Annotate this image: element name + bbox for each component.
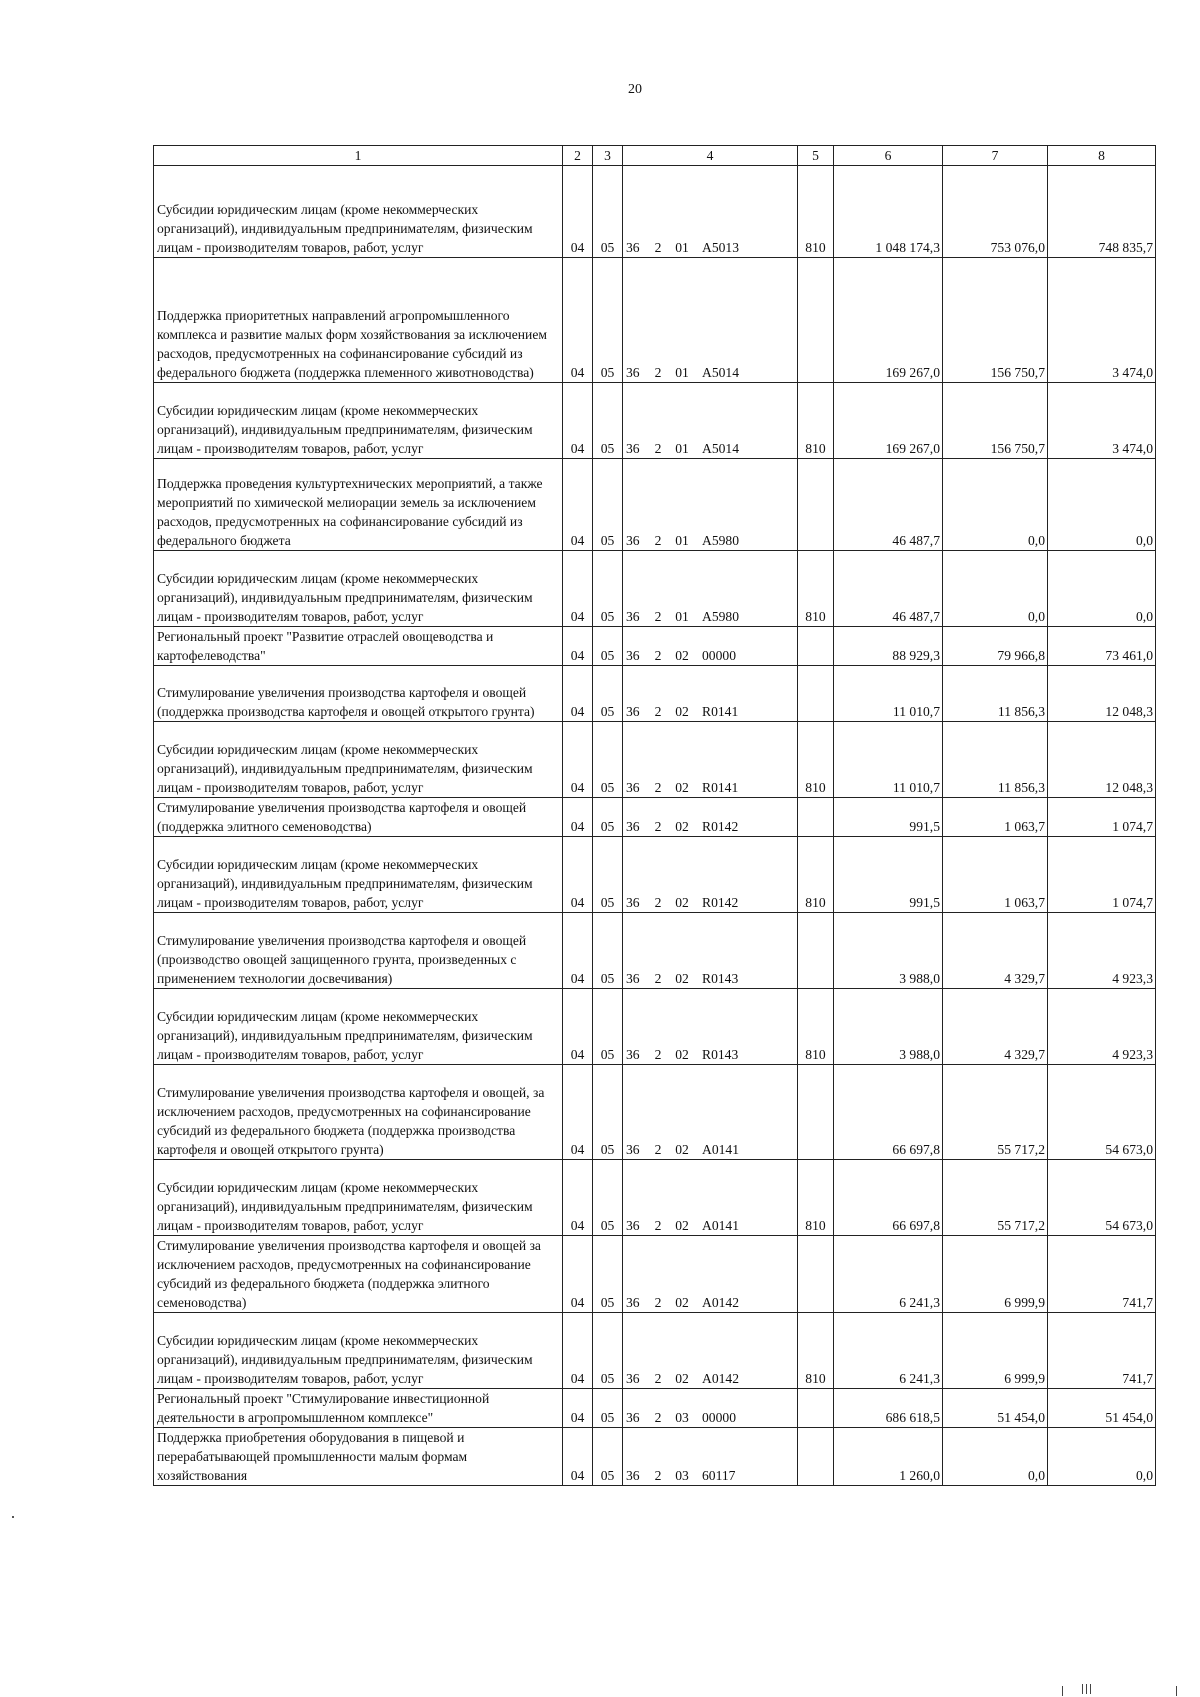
csr-subprogram: 2 (654, 1218, 662, 1233)
header-col-1: 1 (154, 146, 563, 166)
row-target-article (623, 913, 798, 989)
csr-event: 02 (675, 895, 689, 910)
row-target-article (623, 798, 798, 837)
csr-event: 01 (675, 365, 689, 380)
row-name: Стимулирование увеличения производства картофеля и овощей, за исключением расходов, предусмотренных на софинансирование субсидий из федерального бюджета (поддержка производства картофеля и овощей открытого грунта) (154, 1065, 563, 1160)
csr-event: 02 (675, 1295, 689, 1310)
csr-program: 36 (626, 704, 640, 719)
csr-program: 36 (626, 533, 640, 548)
csr-program: 36 (626, 240, 640, 255)
row-amount-col6: 46 487,7 (834, 551, 943, 627)
row-target-article (623, 166, 798, 258)
row-section: 04 (563, 722, 593, 798)
csr-event: 01 (675, 240, 689, 255)
row-amount-col7: 1 063,7 (943, 798, 1048, 837)
csr-program: 36 (626, 1218, 640, 1233)
row-amount-col8: 0,0 (1048, 551, 1156, 627)
csr-program: 36 (626, 609, 640, 624)
csr-direction: A5980 (702, 533, 740, 548)
row-subsection: 05 (593, 258, 623, 383)
row-name: Субсидии юридическим лицам (кроме некоммерческих организаций), индивидуальным предпринимателям, физическим лицам - производителям товаров, работ, услуг (154, 722, 563, 798)
row-name: Поддержка приоритетных направлений агропромышленного комплекса и развитие малых форм хозяйствования за исключением расходов, предусмотренных на софинансирование субсидий из федерального бюджета (поддержка племенного животноводства) (154, 258, 563, 383)
row-amount-col8: 12 048,3 (1048, 722, 1156, 798)
row-amount-col6: 991,5 (834, 798, 943, 837)
row-subsection: 05 (593, 459, 623, 551)
row-subsection: 05 (593, 798, 623, 837)
row-expense-type (798, 1389, 834, 1428)
row-amount-col8: 1 074,7 (1048, 798, 1156, 837)
row-amount-col7: 6 999,9 (943, 1236, 1048, 1313)
row-section: 04 (563, 913, 593, 989)
row-amount-col7: 6 999,9 (943, 1313, 1048, 1389)
table-row (154, 837, 1156, 913)
scan-artifact (1082, 1684, 1083, 1694)
row-expense-type (798, 798, 834, 837)
scan-artifact (1086, 1684, 1087, 1694)
csr-subprogram: 2 (654, 895, 662, 910)
row-target-article (623, 1389, 798, 1428)
row-subsection: 05 (593, 1389, 623, 1428)
row-section: 04 (563, 989, 593, 1065)
row-target-article (623, 722, 798, 798)
row-amount-col8: 73 461,0 (1048, 627, 1156, 666)
row-name: Поддержка проведения культуртехнических мероприятий, а также мероприятий по химической мелиорации земель за исключением расходов, предусмотренных на софинансирование субсидий из федерального бюджета (154, 459, 563, 551)
row-expense-type (798, 459, 834, 551)
row-amount-col8: 0,0 (1048, 1428, 1156, 1486)
table-row (154, 666, 1156, 722)
row-target-article (623, 627, 798, 666)
table-row (154, 1236, 1156, 1313)
table-row (154, 1389, 1156, 1428)
row-subsection: 05 (593, 166, 623, 258)
row-name: Стимулирование увеличения производства картофеля и овощей (поддержка производства картофеля и овощей открытого грунта) (154, 666, 563, 722)
row-amount-col6: 66 697,8 (834, 1065, 943, 1160)
table-row (154, 1428, 1156, 1486)
row-target-article (623, 551, 798, 627)
row-amount-col8: 3 474,0 (1048, 383, 1156, 459)
csr-direction: A5980 (702, 609, 740, 624)
row-target-article (623, 383, 798, 459)
csr-subprogram: 2 (654, 1295, 662, 1310)
page-number: 20 (628, 82, 642, 97)
row-section: 04 (563, 837, 593, 913)
row-name: Субсидии юридическим лицам (кроме некоммерческих организаций), индивидуальным предпринимателям, физическим лицам - производителям товаров, работ, услуг (154, 1313, 563, 1389)
row-subsection: 05 (593, 551, 623, 627)
csr-direction: 00000 (702, 1410, 736, 1425)
row-expense-type (798, 1428, 834, 1486)
row-amount-col7: 51 454,0 (943, 1389, 1048, 1428)
row-expense-type: 810 (798, 1160, 834, 1236)
row-subsection: 05 (593, 722, 623, 798)
row-amount-col6: 991,5 (834, 837, 943, 913)
row-amount-col8: 748 835,7 (1048, 166, 1156, 258)
csr-program: 36 (626, 648, 640, 663)
row-name: Региональный проект "Развитие отраслей овощеводства и картофелеводства" (154, 627, 563, 666)
row-amount-col6: 46 487,7 (834, 459, 943, 551)
csr-subprogram: 2 (654, 648, 662, 663)
csr-subprogram: 2 (654, 819, 662, 834)
table-row (154, 989, 1156, 1065)
row-subsection: 05 (593, 666, 623, 722)
row-section: 04 (563, 1428, 593, 1486)
row-expense-type: 810 (798, 551, 834, 627)
csr-program: 36 (626, 365, 640, 380)
table-row (154, 798, 1156, 837)
header-col-6: 6 (834, 146, 943, 166)
row-amount-col8: 4 923,3 (1048, 913, 1156, 989)
table-row (154, 1160, 1156, 1236)
table-row (154, 459, 1156, 551)
scan-artifact (12, 1516, 14, 1518)
csr-event: 01 (675, 441, 689, 456)
row-subsection: 05 (593, 1313, 623, 1389)
row-section: 04 (563, 459, 593, 551)
row-section: 04 (563, 551, 593, 627)
row-subsection: 05 (593, 1428, 623, 1486)
csr-event: 02 (675, 1371, 689, 1386)
budget-table-container (153, 145, 1156, 1486)
row-subsection: 05 (593, 627, 623, 666)
csr-subprogram: 2 (654, 971, 662, 986)
csr-event: 03 (675, 1468, 689, 1483)
csr-program: 36 (626, 819, 640, 834)
table-row (154, 722, 1156, 798)
csr-event: 01 (675, 533, 689, 548)
row-target-article (623, 1160, 798, 1236)
csr-event: 02 (675, 1047, 689, 1062)
csr-direction: A0142 (702, 1295, 740, 1310)
row-amount-col8: 12 048,3 (1048, 666, 1156, 722)
row-subsection: 05 (593, 1065, 623, 1160)
csr-direction: A5014 (702, 365, 740, 380)
csr-subprogram: 2 (654, 704, 662, 719)
row-amount-col6: 3 988,0 (834, 989, 943, 1065)
row-amount-col7: 55 717,2 (943, 1065, 1048, 1160)
csr-event: 02 (675, 648, 689, 663)
table-row (154, 166, 1156, 258)
row-section: 04 (563, 1389, 593, 1428)
csr-subprogram: 2 (654, 609, 662, 624)
row-subsection: 05 (593, 913, 623, 989)
table-row (154, 383, 1156, 459)
csr-program: 36 (626, 971, 640, 986)
row-amount-col6: 6 241,3 (834, 1236, 943, 1313)
row-subsection: 05 (593, 1160, 623, 1236)
row-amount-col8: 1 074,7 (1048, 837, 1156, 913)
csr-event: 02 (675, 1218, 689, 1233)
row-name: Субсидии юридическим лицам (кроме некоммерческих организаций), индивидуальным предпринимателям, физическим лицам - производителям товаров, работ, услуг (154, 383, 563, 459)
row-expense-type (798, 627, 834, 666)
row-section: 04 (563, 166, 593, 258)
csr-program: 36 (626, 1371, 640, 1386)
table-row (154, 627, 1156, 666)
row-section: 04 (563, 666, 593, 722)
row-expense-type: 810 (798, 1313, 834, 1389)
csr-direction: A0141 (702, 1218, 740, 1233)
header-col-4: 4 (623, 146, 798, 166)
row-amount-col6: 3 988,0 (834, 913, 943, 989)
csr-program: 36 (626, 441, 640, 456)
row-section: 04 (563, 798, 593, 837)
header-col-3: 3 (593, 146, 623, 166)
row-amount-col8: 0,0 (1048, 459, 1156, 551)
csr-event: 01 (675, 609, 689, 624)
csr-event: 02 (675, 971, 689, 986)
csr-direction: R0141 (702, 780, 739, 795)
row-section: 04 (563, 1313, 593, 1389)
csr-event: 02 (675, 1142, 689, 1157)
row-amount-col7: 79 966,8 (943, 627, 1048, 666)
csr-direction: R0142 (702, 819, 739, 834)
csr-direction: A5014 (702, 441, 740, 456)
csr-program: 36 (626, 780, 640, 795)
row-target-article (623, 459, 798, 551)
csr-subprogram: 2 (654, 240, 662, 255)
row-name: Субсидии юридическим лицам (кроме некоммерческих организаций), индивидуальным предпринимателям, физическим лицам - производителям товаров, работ, услуг (154, 837, 563, 913)
row-amount-col8: 3 474,0 (1048, 258, 1156, 383)
header-col-2: 2 (563, 146, 593, 166)
table-body (154, 166, 1156, 1486)
csr-direction: R0141 (702, 704, 739, 719)
csr-event: 03 (675, 1410, 689, 1425)
row-amount-col8: 54 673,0 (1048, 1065, 1156, 1160)
row-expense-type (798, 666, 834, 722)
csr-direction: R0143 (702, 1047, 739, 1062)
row-target-article (623, 1236, 798, 1313)
row-amount-col7: 11 856,3 (943, 666, 1048, 722)
table-row (154, 1065, 1156, 1160)
row-expense-type: 810 (798, 989, 834, 1065)
row-amount-col6: 686 618,5 (834, 1389, 943, 1428)
row-amount-col6: 169 267,0 (834, 258, 943, 383)
row-section: 04 (563, 1236, 593, 1313)
row-target-article (623, 1428, 798, 1486)
csr-direction: A5013 (702, 240, 740, 255)
row-amount-col6: 1 260,0 (834, 1428, 943, 1486)
scan-artifact (1176, 1686, 1177, 1696)
scan-artifact (1062, 1686, 1063, 1696)
row-section: 04 (563, 258, 593, 383)
row-amount-col8: 51 454,0 (1048, 1389, 1156, 1428)
table-row (154, 913, 1156, 989)
table-row (154, 1313, 1156, 1389)
csr-subprogram: 2 (654, 1410, 662, 1425)
csr-subprogram: 2 (654, 780, 662, 795)
csr-direction: A0141 (702, 1142, 740, 1157)
table-row (154, 551, 1156, 627)
csr-direction: 00000 (702, 648, 736, 663)
csr-event: 02 (675, 819, 689, 834)
row-amount-col7: 11 856,3 (943, 722, 1048, 798)
row-expense-type (798, 1065, 834, 1160)
row-name: Субсидии юридическим лицам (кроме некоммерческих организаций), индивидуальным предпринимателям, физическим лицам - производителям товаров, работ, услуг (154, 1160, 563, 1236)
row-amount-col6: 11 010,7 (834, 722, 943, 798)
csr-subprogram: 2 (654, 441, 662, 456)
row-name: Субсидии юридическим лицам (кроме некоммерческих организаций), индивидуальным предпринимателям, физическим лицам - производителям товаров, работ, услуг (154, 989, 563, 1065)
row-amount-col8: 741,7 (1048, 1313, 1156, 1389)
row-name: Стимулирование увеличения производства картофеля и овощей за исключением расходов, предусмотренных на софинансирование субсидий из федерального бюджета (поддержка элитного семеноводства) (154, 1236, 563, 1313)
row-amount-col7: 1 063,7 (943, 837, 1048, 913)
row-subsection: 05 (593, 837, 623, 913)
csr-program: 36 (626, 1410, 640, 1425)
row-name: Субсидии юридическим лицам (кроме некоммерческих организаций), индивидуальным предпринимателям, физическим лицам - производителям товаров, работ, услуг (154, 166, 563, 258)
row-target-article (623, 837, 798, 913)
row-expense-type: 810 (798, 166, 834, 258)
row-amount-col8: 741,7 (1048, 1236, 1156, 1313)
row-name: Субсидии юридическим лицам (кроме некоммерческих организаций), индивидуальным предпринимателям, физическим лицам - производителям товаров, работ, услуг (154, 551, 563, 627)
row-expense-type: 810 (798, 383, 834, 459)
csr-event: 02 (675, 704, 689, 719)
csr-event: 02 (675, 780, 689, 795)
row-expense-type: 810 (798, 722, 834, 798)
row-name: Поддержка приобретения оборудования в пищевой и перерабатывающей промышленности малым формам хозяйствования (154, 1428, 563, 1486)
row-amount-col7: 0,0 (943, 1428, 1048, 1486)
scan-artifact (1090, 1684, 1091, 1694)
table-row (154, 258, 1156, 383)
row-subsection: 05 (593, 1236, 623, 1313)
row-amount-col7: 4 329,7 (943, 989, 1048, 1065)
row-amount-col7: 156 750,7 (943, 383, 1048, 459)
row-target-article (623, 1065, 798, 1160)
row-subsection: 05 (593, 383, 623, 459)
csr-program: 36 (626, 1295, 640, 1310)
csr-subprogram: 2 (654, 365, 662, 380)
csr-direction: R0142 (702, 895, 739, 910)
row-subsection: 05 (593, 989, 623, 1065)
header-col-8: 8 (1048, 146, 1156, 166)
row-section: 04 (563, 1160, 593, 1236)
row-amount-col7: 4 329,7 (943, 913, 1048, 989)
row-name: Стимулирование увеличения производства картофеля и овощей (производство овощей защищенного грунта, произведенных с применением технологии досвечивания) (154, 913, 563, 989)
row-amount-col7: 156 750,7 (943, 258, 1048, 383)
row-amount-col6: 88 929,3 (834, 627, 943, 666)
row-amount-col7: 0,0 (943, 551, 1048, 627)
header-col-5: 5 (798, 146, 834, 166)
row-target-article (623, 666, 798, 722)
row-amount-col6: 66 697,8 (834, 1160, 943, 1236)
header-col-7: 7 (943, 146, 1048, 166)
csr-subprogram: 2 (654, 1468, 662, 1483)
csr-program: 36 (626, 1047, 640, 1062)
table-header (154, 146, 1156, 166)
row-section: 04 (563, 627, 593, 666)
row-target-article (623, 1313, 798, 1389)
row-expense-type: 810 (798, 837, 834, 913)
csr-direction: R0143 (702, 971, 739, 986)
row-amount-col6: 1 048 174,3 (834, 166, 943, 258)
csr-subprogram: 2 (654, 1047, 662, 1062)
row-target-article (623, 989, 798, 1065)
budget-table (153, 145, 1156, 1486)
row-section: 04 (563, 1065, 593, 1160)
row-target-article (623, 258, 798, 383)
row-name: Региональный проект "Стимулирование инвестиционной деятельности в агропромышленном комплексе" (154, 1389, 563, 1428)
row-expense-type (798, 1236, 834, 1313)
row-expense-type (798, 913, 834, 989)
row-amount-col7: 0,0 (943, 459, 1048, 551)
csr-program: 36 (626, 1142, 640, 1157)
csr-program: 36 (626, 895, 640, 910)
csr-direction: A0142 (702, 1371, 740, 1386)
csr-direction: 60117 (702, 1468, 736, 1483)
row-amount-col6: 11 010,7 (834, 666, 943, 722)
row-amount-col8: 54 673,0 (1048, 1160, 1156, 1236)
csr-subprogram: 2 (654, 1371, 662, 1386)
row-amount-col6: 6 241,3 (834, 1313, 943, 1389)
row-amount-col8: 4 923,3 (1048, 989, 1156, 1065)
csr-subprogram: 2 (654, 1142, 662, 1157)
row-name: Стимулирование увеличения производства картофеля и овощей (поддержка элитного семеноводства) (154, 798, 563, 837)
csr-subprogram: 2 (654, 533, 662, 548)
row-amount-col7: 753 076,0 (943, 166, 1048, 258)
row-amount-col6: 169 267,0 (834, 383, 943, 459)
csr-program: 36 (626, 1468, 640, 1483)
row-amount-col7: 55 717,2 (943, 1160, 1048, 1236)
row-section: 04 (563, 383, 593, 459)
row-expense-type (798, 258, 834, 383)
